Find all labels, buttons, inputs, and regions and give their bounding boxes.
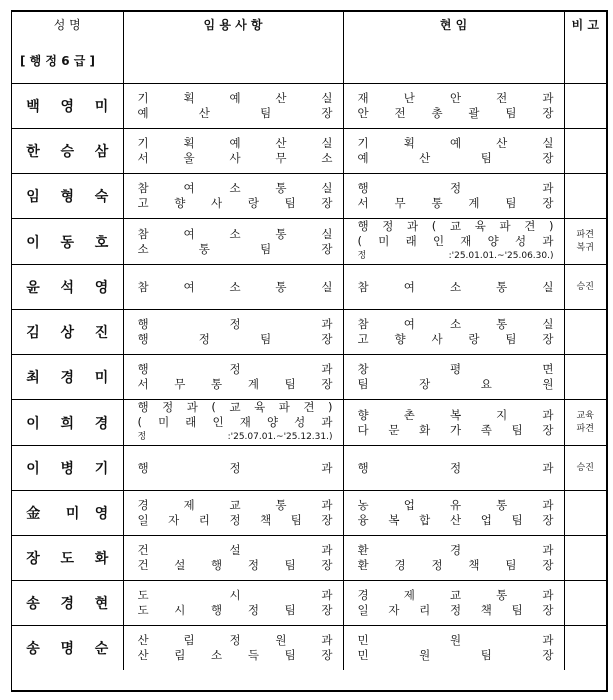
current-line: ( 미 래 인 재 양 성 과 — [357, 234, 554, 248]
appointment-line: 서 울 사 무 소 — [137, 151, 333, 165]
current-line: 정 :'25.01.01.~'25.06.30.) — [357, 251, 554, 261]
person-name-cell — [12, 446, 123, 491]
person-name-cell — [12, 400, 123, 446]
current-cell — [343, 626, 564, 671]
current-line: 농 업 유 통 과 — [357, 498, 554, 512]
remark-text: 승진 — [576, 281, 594, 292]
appointment-line: 도 시 행 정 팀 장 — [137, 603, 333, 617]
appointment-cell — [123, 265, 343, 310]
person-name-cell — [12, 129, 123, 174]
person-name-cell — [12, 581, 123, 626]
current-cell — [343, 491, 564, 536]
appointment-table — [12, 12, 606, 670]
person-name: 백 영 미 — [26, 99, 109, 115]
person-name: 이 병 기 — [26, 461, 109, 477]
current-line: 환 경 정 책 팀 장 — [357, 558, 554, 572]
header-name: 성 명 — [12, 12, 123, 37]
current-line: 참 여 소 통 실 — [357, 317, 554, 331]
appointment-line: 행 정 팀 장 — [137, 332, 333, 346]
remark-cell — [564, 355, 606, 400]
current-line: 팀 장 요 원 — [357, 377, 554, 391]
current-cell — [343, 355, 564, 400]
appointment-line: 경 제 교 통 과 — [137, 498, 333, 512]
person-name: 장 도 화 — [26, 551, 109, 567]
appointment-table-frame — [11, 10, 608, 692]
appointment-line: 행 정 과 ( 교 육 파 견 ) — [137, 400, 333, 414]
person-name-cell — [12, 84, 123, 129]
current-line: 재 난 안 전 과 — [357, 91, 554, 105]
person-name-cell — [12, 626, 123, 671]
person-name: 최 경 미 — [26, 370, 109, 386]
remark-cell — [564, 84, 606, 129]
person-name-cell — [12, 355, 123, 400]
appointment-line: 참 여 소 통 실 — [137, 279, 333, 294]
remark-cell — [564, 265, 606, 310]
person-name-cell — [12, 174, 123, 219]
person-name-cell — [12, 536, 123, 581]
appointment-line: 예 산 팀 장 — [137, 106, 333, 120]
appointment-line: ( 미 래 인 재 양 성 과 — [137, 415, 333, 429]
table-row — [12, 491, 606, 536]
person-name-cell — [12, 310, 123, 355]
current-line: 창 평 면 — [357, 362, 554, 376]
appointment-cell — [123, 219, 343, 265]
current-cell — [343, 310, 564, 355]
appointment-line: 소 통 팀 장 — [137, 241, 333, 256]
table-row — [12, 400, 606, 446]
current-line: 향 촌 복 지 과 — [357, 407, 554, 422]
remark-cell — [564, 219, 606, 265]
appointment-cell — [123, 84, 343, 129]
person-name: 이 동 호 — [26, 234, 109, 251]
appointment-line: 행 정 과 — [137, 362, 333, 376]
person-name: 한 승 삼 — [26, 144, 109, 160]
current-line: 서 무 통 계 팀 장 — [357, 196, 554, 210]
remark-text: 교육 — [576, 410, 594, 421]
appointment-cell — [123, 355, 343, 400]
appointment-line: 기 획 예 산 실 — [137, 91, 333, 105]
current-line: 경 제 교 통 과 — [357, 588, 554, 602]
grade-label: [ 행 정 6 급 ] — [12, 37, 123, 84]
appointment-line: 건 설 행 정 팀 장 — [137, 558, 333, 572]
appointment-cell — [123, 581, 343, 626]
current-line: 예 산 팀 장 — [357, 151, 554, 165]
person-name: 송 경 현 — [26, 596, 109, 612]
person-name: 송 명 순 — [26, 641, 109, 657]
remark-text: 복귀 — [576, 242, 594, 253]
person-name: 이 희 경 — [26, 415, 109, 432]
current-line: 참 여 소 통 실 — [357, 279, 554, 294]
remark-cell — [564, 174, 606, 219]
current-line: 다 문 화 가 족 팀 장 — [357, 422, 554, 437]
current-line: 융 복 합 산 업 팀 장 — [357, 513, 554, 527]
current-line: 행 정 과 ( 교 육 파 견 ) — [357, 219, 554, 233]
appointment-line: 산 림 정 원 과 — [137, 633, 333, 647]
remark-cell — [564, 491, 606, 536]
appointment-line: 행 정 과 — [137, 317, 333, 331]
remark-cell — [564, 626, 606, 671]
appointment-line: 고 향 사 랑 팀 장 — [137, 196, 333, 210]
remark-text: 승진 — [576, 462, 594, 473]
table-header-row — [12, 12, 606, 37]
appointment-cell — [123, 626, 343, 671]
current-cell — [343, 174, 564, 219]
appointment-line: 참 여 소 통 실 — [137, 181, 333, 195]
person-name: 金 미 영 — [26, 506, 109, 522]
appointment-cell — [123, 129, 343, 174]
current-cell — [343, 581, 564, 626]
appointment-line: 건 설 과 — [137, 543, 333, 557]
remark-cell — [564, 536, 606, 581]
person-name-cell — [12, 219, 123, 265]
remark-cell — [564, 446, 606, 491]
appointment-line: 행 정 과 — [137, 460, 333, 475]
table-row — [12, 129, 606, 174]
table-row — [12, 581, 606, 626]
current-cell — [343, 129, 564, 174]
person-name: 김 상 진 — [26, 325, 109, 341]
current-cell — [343, 265, 564, 310]
current-line: 행 정 과 — [357, 460, 554, 475]
remark-cell — [564, 129, 606, 174]
table-row — [12, 84, 606, 129]
person-name-cell — [12, 491, 123, 536]
appointment-line: 정 :'25.07.01.~'25.12.31.) — [137, 432, 333, 442]
remark-text: 파견 — [576, 423, 594, 434]
current-cell — [343, 84, 564, 129]
current-line: 환 경 과 — [357, 543, 554, 557]
current-line: 행 정 과 — [357, 181, 554, 195]
current-line: 일 자 리 정 책 팀 장 — [357, 603, 554, 617]
table-row — [12, 446, 606, 491]
appointment-line: 산 림 소 득 팀 장 — [137, 648, 333, 662]
remark-cell — [564, 400, 606, 446]
grade-row — [12, 37, 606, 84]
remark-text: 파견 — [576, 229, 594, 240]
appointment-cell — [123, 536, 343, 581]
table-row — [12, 536, 606, 581]
appointment-line: 도 시 과 — [137, 588, 333, 602]
appointment-line: 참 여 소 통 실 — [137, 226, 333, 241]
grade-empty-cell — [343, 37, 564, 84]
header-appointment: 임 용 사 항 — [123, 12, 343, 37]
appointment-cell — [123, 491, 343, 536]
person-name: 임 형 숙 — [26, 189, 109, 205]
remark-cell — [564, 310, 606, 355]
table-row — [12, 355, 606, 400]
grade-empty-cell — [564, 37, 606, 84]
person-name-cell — [12, 265, 123, 310]
current-cell — [343, 446, 564, 491]
table-row — [12, 626, 606, 671]
current-line: 민 원 팀 장 — [357, 648, 554, 662]
table-row — [12, 310, 606, 355]
current-cell — [343, 400, 564, 446]
appointment-cell — [123, 446, 343, 491]
table-row — [12, 265, 606, 310]
current-line: 안 전 총 괄 팀 장 — [357, 106, 554, 120]
appointment-cell — [123, 310, 343, 355]
appointment-cell — [123, 174, 343, 219]
current-line: 고 향 사 랑 팀 장 — [357, 332, 554, 346]
appointment-line: 일 자 리 정 책 팀 장 — [137, 513, 333, 527]
current-line: 민 원 과 — [357, 633, 554, 647]
table-row — [12, 219, 606, 265]
appointment-line: 기 획 예 산 실 — [137, 136, 333, 150]
current-line: 기 획 예 산 실 — [357, 136, 554, 150]
grade-empty-cell — [123, 37, 343, 84]
appointment-cell — [123, 400, 343, 446]
remark-cell — [564, 581, 606, 626]
table-row — [12, 174, 606, 219]
current-cell — [343, 219, 564, 265]
person-name: 윤 석 영 — [26, 280, 109, 296]
current-cell — [343, 536, 564, 581]
header-remark: 비 고 — [564, 12, 606, 37]
header-current: 현 임 — [343, 12, 564, 37]
appointment-line: 서 무 통 계 팀 장 — [137, 377, 333, 391]
